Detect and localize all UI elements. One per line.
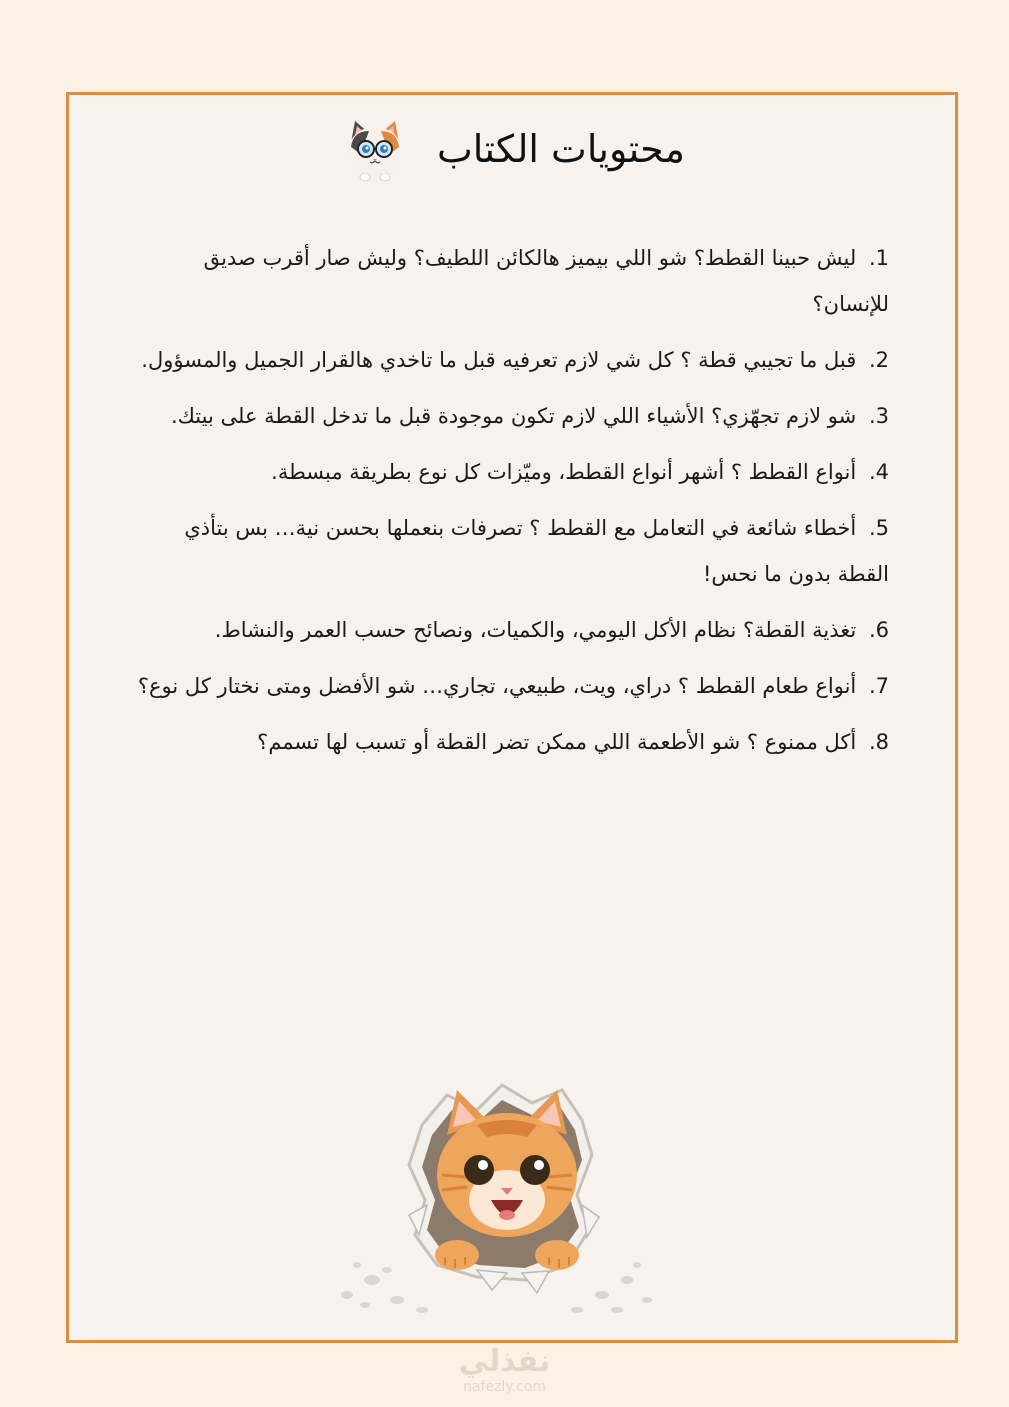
toc-item-4 [129, 449, 889, 495]
toc-item-text: شو لازم تجهّزي؟ الأشياء اللي لازم تكون موجودة قبل ما تدخل القطة على بيتك. [170, 404, 857, 428]
toc-item-number: 5. [868, 516, 889, 540]
page-frame [66, 92, 958, 1343]
toc-item-number: 2. [868, 348, 889, 372]
toc-item-number: 1. [868, 246, 889, 270]
toc-item-number: 8. [868, 730, 889, 754]
kitten-breaking-wall-icon [327, 1065, 667, 1315]
toc-item-3 [129, 393, 889, 439]
toc-item-text: أكل ممنوع ؟ شو الأطعمة اللي ممكن تضر القطة أو تسبب لها تسمم؟ [257, 730, 857, 754]
toc-item-7 [129, 663, 889, 709]
toc-item-2 [129, 337, 889, 383]
header [69, 113, 955, 185]
toc-item-8 [129, 719, 889, 765]
watermark-latin: nafezly.com [463, 1379, 546, 1395]
watermark-arabic: نفذلي [458, 1344, 551, 1379]
toc-item-text: أنواع القطط ؟ أشهر أنواع القطط، وميّزات كل نوع بطريقة مبسطة. [271, 460, 857, 484]
toc-item-text: تغذية القطة؟ نظام الأكل اليومي، والكميات، ونصائح حسب العمر والنشاط. [214, 618, 857, 642]
toc-item-5 [129, 505, 889, 597]
toc-item-number: 7. [868, 674, 889, 698]
toc-item-text: قبل ما تجيبي قطة ؟ كل شي لازم تعرفيه قبل ما تاخدي هالقرار الجميل والمسؤول. [141, 348, 857, 372]
toc-item-6 [129, 607, 889, 653]
watermark [0, 1345, 1009, 1395]
cat-with-glasses-icon [339, 113, 411, 185]
toc-item-number: 4. [868, 460, 889, 484]
toc-item-text: أنواع طعام القطط ؟ دراي، ويت، طبيعي، تجاري… شو الأفضل ومتى نختار كل نوع؟ [137, 674, 857, 698]
toc-item-1 [129, 235, 889, 327]
toc-item-text: أخطاء شائعة في التعامل مع القطط ؟ تصرفات بنعملها بحسن نية… بس بتأذي القطة بدون ما نحس! [184, 516, 889, 586]
toc-item-text: ليش حبينا القطط؟ شو اللي بيميز هالكائن اللطيف؟ وليش صار أقرب صديق للإنسان؟ [203, 246, 889, 316]
toc-item-number: 6. [868, 618, 889, 642]
table-of-contents [129, 235, 889, 775]
toc-item-number: 3. [868, 404, 889, 428]
page-title: محتويات الكتاب [437, 127, 685, 171]
